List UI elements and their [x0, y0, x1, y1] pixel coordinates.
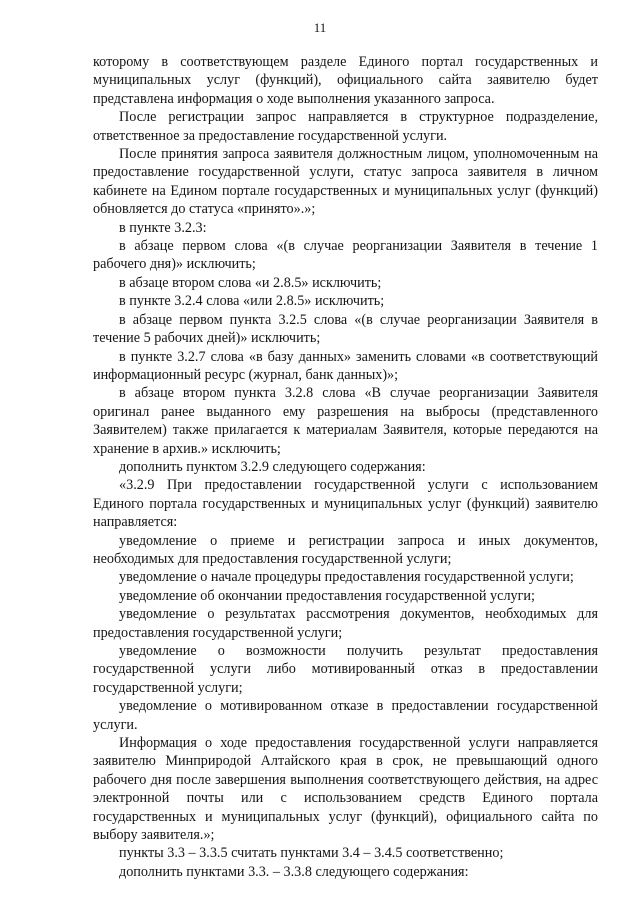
paragraph: в пункте 3.2.4 слова «или 2.8.5» исключить; — [119, 293, 385, 310]
paragraph: уведомление об окончании предоставления государственной услуги; — [119, 587, 535, 604]
paragraph: в абзаце первом пункта 3.2.5 слова «(в случае реорганизации Заявителя в течение 5 рабочих дней)» исключить; — [93, 311, 598, 347]
paragraph: уведомление о мотивированном отказе в предоставлении государственной услуги. — [93, 698, 598, 733]
paragraph: После принятия запроса заявителя должностным лицом, уполномоченным на предоставление государственной услуги, статус запроса заявителя в личном кабинете на Едином портале государственных и муниципальных услуг (функций) обновляется до статуса «принято».»; — [93, 146, 598, 218]
paragraph: После регистрации запрос направляется в структурное подразделение, ответственное за предоставление государственной услуги. — [93, 109, 598, 144]
paragraph: дополнить пунктами 3.3. – 3.3.8 следующего содержания: — [119, 863, 469, 880]
paragraph: дополнить пунктом 3.2.9 следующего содержания: — [119, 458, 426, 475]
paragraph: уведомление о возможности получить результат предоставления государственной услуги либо мотивированный отказ в предоставлении государственной услуги; — [93, 643, 598, 696]
paragraph: которому в соответствующем разделе Единого портал государственных и муниципальных услуг (функций), официального сайта заявителю будет представлена информация о ходе выполнения указанного запроса. — [93, 54, 598, 107]
page-number: 11 — [313, 20, 327, 35]
paragraph: в пункте 3.2.3: — [119, 219, 207, 236]
paragraph: в абзаце втором пункта 3.2.8 слова «В случае реорганизации Заявителя оригинал ранее выданного ему разрешения на выбросы (представленного Заявителем) также прилагается к материалам Заявителя, которые передаются на хранение в архив.» исключить; — [93, 385, 598, 457]
paragraph: в абзаце первом слова «(в случае реорганизации Заявителя в течение 1 рабочего дня)» исключить; — [93, 238, 598, 273]
paragraph: в пункте 3.2.7 слова «в базу данных» заменить словами «в соответствующий информационный ресурс (журнал, банк данных)»; — [93, 348, 598, 383]
paragraph: Информация о ходе предоставления государственной услуги направляется заявителю Минприродой Алтайского края в срок, не превышающий одного рабочего дня после завершения выполнения соответствующего действия, на адрес электронной почты или с использованием средств Единого портала государственных и муниципальных услуг (функций), официального сайта по выбору заявителя.»; — [93, 735, 598, 844]
paragraph: «3.2.9 При предоставлении государственной услуги с использованием Единого портала государственных и муниципальных услуг (функций) заявителю направляется: — [93, 477, 598, 531]
paragraph: уведомление о начале процедуры предоставления государственной услуги; — [119, 569, 574, 586]
paragraph: уведомление о результатах рассмотрения документов, необходимых для предоставления государственной услуги; — [93, 606, 598, 641]
paragraph: пункты 3.3 – 3.3.5 считать пунктами 3.4 – 3.4.5 соответственно; — [119, 845, 504, 862]
paragraph: уведомление о приеме и регистрации запроса и иных документов, необходимых для предоставления государственной услуги; — [93, 532, 598, 567]
document-body — [93, 53, 598, 881]
paragraph: в абзаце втором слова «и 2.8.5» исключить; — [119, 274, 382, 291]
